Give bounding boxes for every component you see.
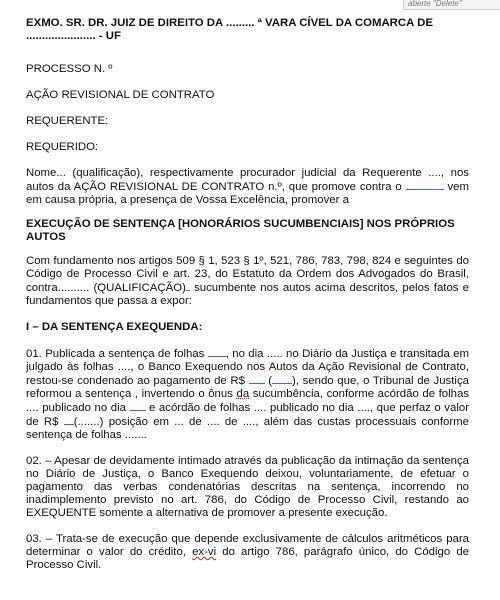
court-heading-line2: ...................... - UF xyxy=(26,30,121,42)
blank-field xyxy=(249,374,265,384)
document-page xyxy=(26,13,469,572)
p01-text-g: (.......) posição em ... de .... de ...., além das custas processuais conforme sentença de folhas ....... xyxy=(26,416,469,441)
p01-text-da: da xyxy=(236,388,250,400)
blank-field xyxy=(130,401,146,411)
corner-tag: aberte "Delete" xyxy=(403,0,500,10)
document-title: EXECUÇÃO DE SENTENÇA [HONORÁRIOS SUCUMBENCIAIS] NOS PRÓPRIOS AUTOS xyxy=(26,218,455,243)
p01-text-f: e acórdão de folhas .... publicado no dia ...., que perfaz o valor de R$ xyxy=(26,402,469,428)
paragraph-01 xyxy=(26,347,469,442)
p03-text-exvi: ex-vi xyxy=(192,546,217,558)
blank-field xyxy=(208,347,226,357)
blank-field xyxy=(64,415,74,425)
p01-text-b: , no dia ..... no Diário da Justiça e transitada em julgado às folhas ...., o Banco Exequendo nos Autos da Ação Revisional de Contrato, restou-se condenado ao pagamento de R$ xyxy=(26,348,469,387)
intro-text-2: vem em causa própria, a presença de Vossa Excelência, promover a xyxy=(26,181,470,206)
p01-text-e: sucumbência, conforme acórdão de folhas .... publicado no dia xyxy=(26,388,469,414)
section-heading-1: I – DA SENTENÇA EXEQUENDA: xyxy=(26,321,203,333)
p03-text-a: 03. – Trata-se de execução que depende exclusivamente de cálculos aritméticos para determinar o valor do crédito, xyxy=(26,533,469,558)
blank-field xyxy=(272,374,292,384)
intro-text-1: Nome... (qualificação), respectivamente procurador judicial da Requerente ...., nos autos da AÇÃO REVISIONAL DE CONTRATO n.º, que promove contra o xyxy=(26,167,469,193)
paragraph-03 xyxy=(26,533,469,572)
requerido-label: REQUERIDO: xyxy=(26,141,99,153)
court-heading-line1: EXMO. SR. DR. JUIZ DE DIREITO DA ......... ª VARA CÍVEL DA COMARCA DE xyxy=(26,17,433,29)
blank-field xyxy=(406,180,444,190)
basis-text-2: sucumbente nos autos acima descritos, pelos fatos e fundamentos que passa a expor: xyxy=(26,282,469,307)
p01-text-d: ), sendo que, o Tribunal de Justiça reformou a sentença , invertendo o ônus xyxy=(26,375,469,400)
paragraph-02: 02. – Apesar de devidamente intimado através da publicação da intimação da sentença no Diário de Justiça, o Banco Exequendo deixou, voluntariamente, de efetuar o pagamento das verbas condenatórias descritas na sentença, incorrendo no inadimplemento previsto no art. 786, do Código de Processo Civil, restando ao EXEQUENTE somente a alternativa de promover a presente execução. xyxy=(26,455,469,519)
p03-text-b: do artigo 786, parágrafo único, do Código de Processo Civil. xyxy=(26,546,469,571)
p01-text-c: ( xyxy=(264,375,273,387)
basis-paragraph xyxy=(26,255,469,308)
p01-text-a: 01. Publicada a sentença de folhas xyxy=(26,348,208,360)
requerente-label: REQUERENTE: xyxy=(26,115,109,127)
action-type: AÇÃO REVISIONAL DE CONTRATO xyxy=(26,89,215,101)
court-heading xyxy=(26,17,469,43)
process-number: PROCESSO N. º xyxy=(26,63,113,75)
basis-text-1: Com fundamento nos artigos 509 § 1, 523 § 1º, 521, 786, 783, 798, 824 e seguintes do Código de Processo Civil e art. 23, do Estatuto da Ordem dos Advogados do Brasil, contra.......... (QUALIFICAÇÃO) xyxy=(26,255,469,294)
intro-paragraph xyxy=(26,167,469,207)
